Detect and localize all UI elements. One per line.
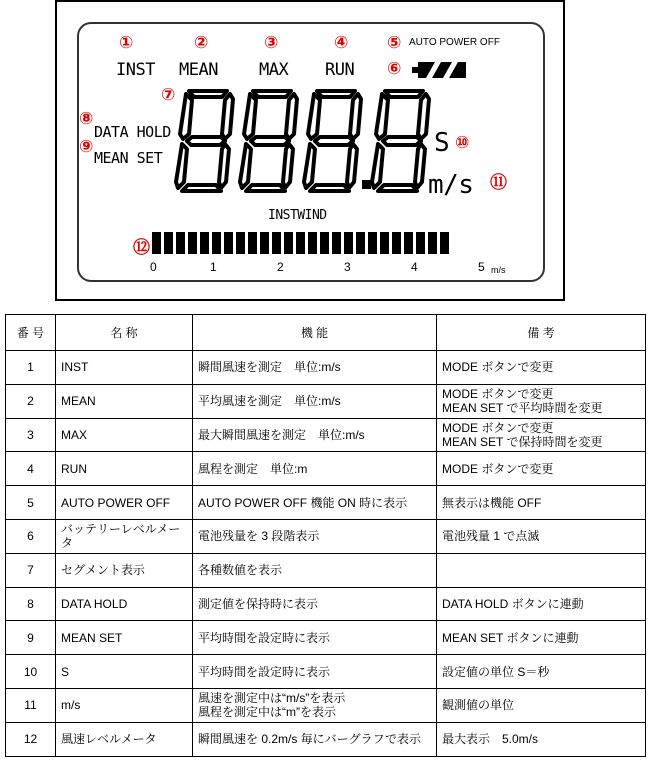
marker-10: ⑩	[455, 133, 470, 152]
table-header-row	[6, 315, 646, 351]
cell-name: バッテリーレベルメータ	[56, 519, 193, 553]
cell-function: 平均風速を測定 単位:m/s	[193, 384, 437, 418]
wind-level-bargraph	[152, 232, 449, 254]
cell-name: セグメント表示	[56, 553, 193, 587]
bargraph-segment	[248, 232, 257, 254]
table-body	[6, 351, 646, 757]
lcd-inst-wind-label: INSTWIND	[268, 208, 327, 223]
bargraph-segment	[404, 232, 413, 254]
scale-tick-5: 5	[478, 260, 485, 274]
cell-function: 平均時間を設定時に表示	[193, 655, 437, 689]
cell-name: INST	[56, 351, 193, 385]
cell-function: 各種数値を表示	[193, 553, 437, 587]
bargraph-segment	[440, 232, 449, 254]
cell-name: MAX	[56, 418, 193, 452]
cell-name: DATA HOLD	[56, 587, 193, 621]
bargraph-segment	[332, 232, 341, 254]
bargraph-segment	[356, 232, 365, 254]
cell-note: DATA HOLD ボタンに連動	[437, 587, 646, 621]
cell-note: MODE ボタンで変更	[437, 452, 646, 486]
bargraph-segment	[308, 232, 317, 254]
cell-function: 瞬間風速を 0.2m/s 毎にバーグラフで表示	[193, 722, 437, 756]
cell-function: 平均時間を設定時に表示	[193, 621, 437, 655]
bargraph-segment	[272, 232, 281, 254]
cell-note	[437, 553, 646, 587]
cell-name: S	[56, 655, 193, 689]
cell-name: MEAN SET	[56, 621, 193, 655]
bargraph-segment	[428, 232, 437, 254]
bargraph-segment	[344, 232, 353, 254]
bargraph-segment	[380, 232, 389, 254]
cell-function: 測定値を保持時に表示	[193, 587, 437, 621]
scale-unit: m/s	[491, 265, 506, 275]
cell-function: 電池残量を 3 段階表示	[193, 519, 437, 553]
cell-note: MODE ボタンで変更 MEAN SET で保持時間を変更	[437, 418, 646, 452]
header-function: 機 能	[193, 315, 437, 351]
bargraph-segment	[188, 232, 197, 254]
scale-tick-1: 1	[210, 260, 217, 274]
scale-tick-3: 3	[344, 260, 351, 274]
cell-function: 風速を測定中は“m/s”を表示 風程を測定中は“m”を表示	[193, 688, 437, 722]
marker-11: ⑪	[490, 173, 507, 192]
bargraph-segment	[392, 232, 401, 254]
bargraph-segment	[260, 232, 269, 254]
bargraph-segment	[212, 232, 221, 254]
lcd-inst-label: INST	[116, 60, 155, 80]
cell-number: 8	[6, 587, 56, 621]
cell-number: 2	[6, 384, 56, 418]
cell-number: 6	[6, 519, 56, 553]
table-row	[6, 418, 646, 452]
table-row	[6, 519, 646, 553]
cell-note: MODE ボタンで変更	[437, 351, 646, 385]
lcd-data-hold-label: DATA HOLD	[94, 123, 171, 141]
cell-note: MODE ボタンで変更 MEAN SET で平均時間を変更	[437, 384, 646, 418]
cell-number: 1	[6, 351, 56, 385]
lcd-s-unit: S	[434, 128, 450, 158]
cell-number: 12	[6, 722, 56, 756]
cell-note: 電池残量 1 で点滅	[437, 519, 646, 553]
marker-7: ⑦	[161, 85, 176, 104]
cell-name: 風速レベルメータ	[56, 722, 193, 756]
battery-level-icon	[412, 61, 466, 79]
cell-number: 4	[6, 452, 56, 486]
lcd-ms-unit: m/s	[428, 170, 474, 200]
lcd-auto-power-off-label: AUTO POWER OFF	[409, 37, 500, 48]
bargraph-segment	[176, 232, 185, 254]
lcd-mean-label: MEAN	[179, 60, 218, 80]
table-row	[6, 351, 646, 385]
bargraph-segment	[320, 232, 329, 254]
cell-number: 5	[6, 486, 56, 520]
cell-number: 3	[6, 418, 56, 452]
cell-function: 最大瞬間風速を測定 単位:m/s	[193, 418, 437, 452]
cell-name: m/s	[56, 688, 193, 722]
table-row	[6, 587, 646, 621]
marker-5: ⑤	[387, 33, 402, 52]
bargraph-segment	[164, 232, 173, 254]
table-row	[6, 384, 646, 418]
header-number: 番 号	[6, 315, 56, 351]
cell-function: AUTO POWER OFF 機能 ON 時に表示	[193, 486, 437, 520]
cell-note: MEAN SET ボタンに連動	[437, 621, 646, 655]
bargraph-segment	[284, 232, 293, 254]
bargraph-segment	[236, 232, 245, 254]
bargraph-segment	[368, 232, 377, 254]
cell-name: RUN	[56, 452, 193, 486]
table-row	[6, 688, 646, 722]
marker-4: ④	[334, 33, 349, 52]
marker-2: ②	[194, 33, 209, 52]
marker-1: ①	[119, 33, 134, 52]
marker-8: ⑧	[79, 109, 94, 128]
cell-number: 11	[6, 688, 56, 722]
lcd-mean-set-label: MEAN SET	[94, 149, 163, 167]
cell-note: 無表示は機能 OFF	[437, 486, 646, 520]
cell-name: AUTO POWER OFF	[56, 486, 193, 520]
bargraph-segment	[416, 232, 425, 254]
cell-note: 設定値の単位 S＝秒	[437, 655, 646, 689]
marker-9: ⑨	[79, 137, 94, 156]
header-name: 名 称	[56, 315, 193, 351]
table-row	[6, 621, 646, 655]
table-row	[6, 486, 646, 520]
table-row	[6, 655, 646, 689]
cell-number: 10	[6, 655, 56, 689]
marker-3: ③	[264, 33, 279, 52]
bargraph-segment	[152, 232, 161, 254]
cell-function: 瞬間風速を測定 単位:m/s	[193, 351, 437, 385]
spec-table	[5, 314, 646, 757]
cell-number: 9	[6, 621, 56, 655]
cell-name: MEAN	[56, 384, 193, 418]
scale-tick-4: 4	[411, 260, 418, 274]
cell-note: 最大表示 5.0m/s	[437, 722, 646, 756]
table-row	[6, 452, 646, 486]
table-row	[6, 553, 646, 587]
scale-tick-2: 2	[277, 260, 284, 274]
bargraph-segment	[296, 232, 305, 254]
table-row	[6, 722, 646, 756]
marker-6: ⑥	[387, 59, 402, 78]
cell-function: 風程を測定 単位:m	[193, 452, 437, 486]
lcd-max-label: MAX	[259, 60, 289, 80]
marker-12: ⑫	[133, 238, 150, 257]
cell-note: 観測値の単位	[437, 688, 646, 722]
segment-display	[173, 86, 433, 196]
cell-number: 7	[6, 553, 56, 587]
bargraph-segment	[224, 232, 233, 254]
lcd-run-label: RUN	[325, 60, 355, 80]
scale-tick-0: 0	[150, 260, 157, 274]
header-note: 備 考	[437, 315, 646, 351]
bargraph-segment	[200, 232, 209, 254]
